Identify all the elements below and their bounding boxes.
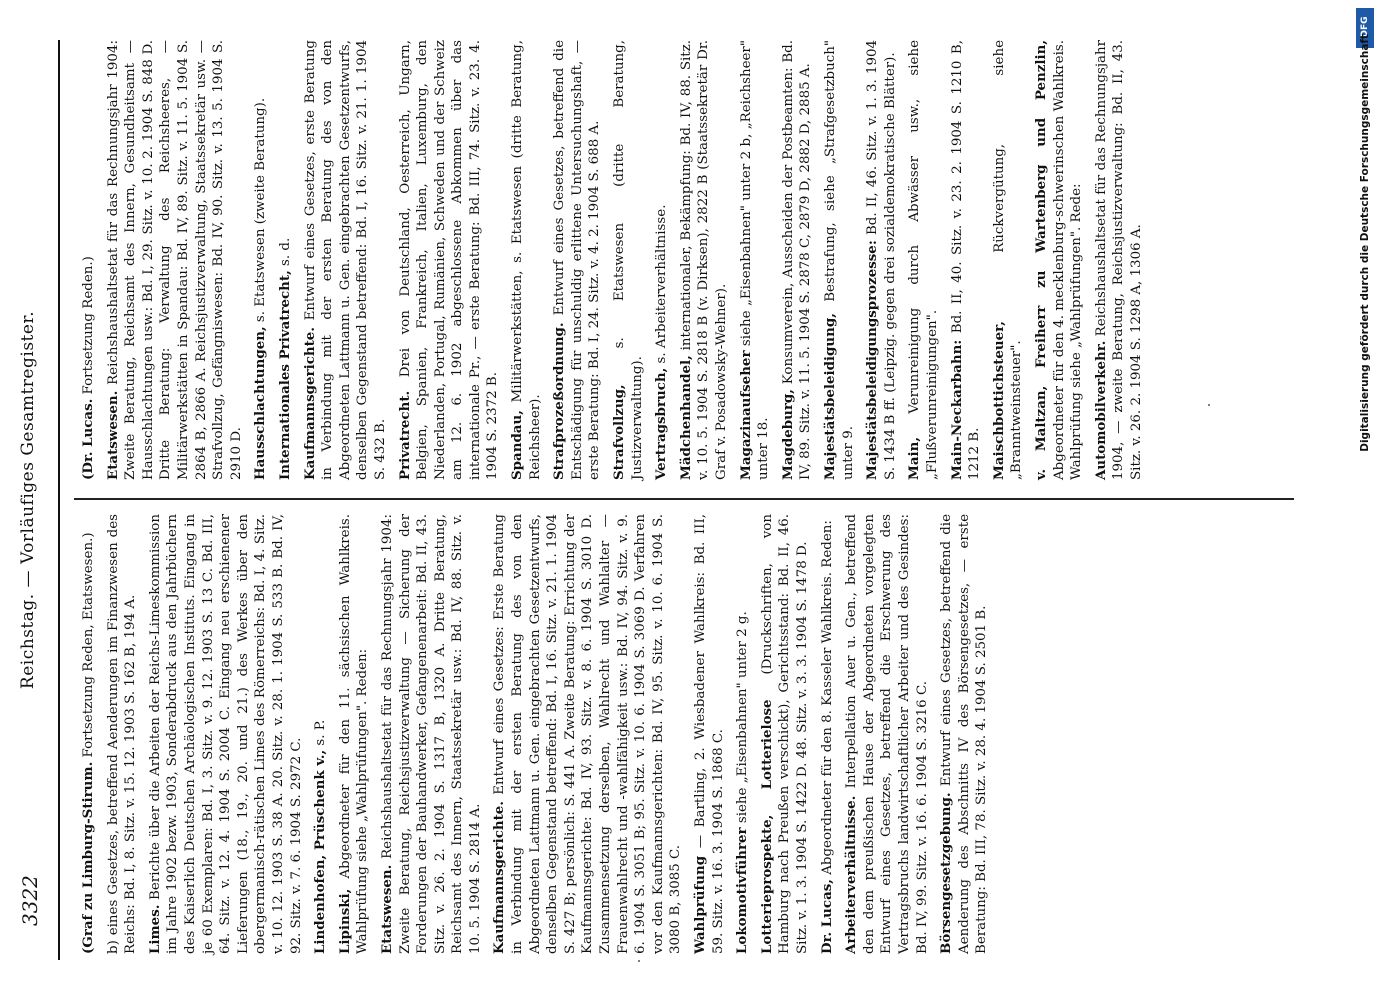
entry-heading: Lindenhofen, Prüschenk v.,	[312, 749, 329, 954]
entry-heading: Main-Neckarbahn:	[948, 339, 965, 480]
entry-heading: Lotterieprospekte, Lotterielose	[758, 699, 775, 954]
entry-heading: Magdeburg,	[779, 389, 796, 480]
entry-text: Abgeordneter für den 8. Kasseler Wahlkreis. Reden:	[819, 520, 835, 875]
entry-heading: Majestätsbeleidigungsprozesse:	[864, 240, 881, 480]
entry-text: s. P.	[313, 719, 329, 746]
entry-heading: Privatrecht.	[396, 390, 413, 480]
entry-text: s. Etatswesen (zweite Beratung).	[253, 97, 269, 323]
index-entry	[397, 40, 503, 480]
scan-speck	[1208, 404, 1210, 406]
index-entry	[551, 40, 604, 480]
index-entry	[491, 514, 685, 954]
scan-speck	[638, 960, 640, 962]
entry-heading: Spandau,	[509, 410, 526, 480]
entry-heading: Main,	[906, 437, 923, 480]
entry-heading: Hausschlachtungen,	[252, 326, 269, 480]
index-entry	[991, 40, 1026, 480]
entry-heading: Etatswesen.	[104, 390, 121, 480]
entry-heading: Lokomotivführer	[734, 827, 751, 954]
index-entry	[337, 514, 372, 954]
entry-text: b) eines Gesetzes, betreffend Aenderungen im Finanzwesen des Reichs: Bd. I, 8. Sitz. v. 15. 12. 1903 S. 162 B, 194 A.	[105, 514, 139, 954]
entry-text: s. Arbeiterverhältnisse.	[654, 204, 670, 364]
column-divider	[74, 499, 1294, 501]
index-entry	[822, 40, 857, 480]
index-entry	[509, 40, 544, 480]
index-entry	[147, 514, 305, 954]
entry-heading: Maischbottichsteuer,	[990, 321, 1007, 480]
index-entry	[906, 40, 941, 480]
entry-heading: (Graf zu Limburg-Stirum.	[80, 761, 96, 954]
entry-heading: Strafprozeßordnung.	[551, 322, 568, 480]
entry-text: internationaler, Bekämpfung: Bd. IV, 88. Sitz. v. 10. 5. 1904 S. 2818 B (v. Dirksen), 2822 B (Staatssekretär Dr. Graf v. Posadowsky-Wehner).	[678, 40, 729, 480]
entry-heading: Strafvollzug,	[611, 384, 628, 480]
dfg-badge-text: DFG	[1360, 16, 1370, 38]
index-entry	[302, 40, 390, 480]
left-column	[80, 514, 998, 954]
entry-heading: Mädchenhandel,	[677, 355, 694, 480]
entry-heading: Magazinaufseher	[737, 350, 754, 480]
entry-text: Militärwerkstätten, s. Etatswesen (dritte Beratung, Reichsheer).	[510, 40, 543, 480]
footer	[1352, 10, 1378, 990]
entry-text: s. Etatswesen (dritte Beratung, Justizverwaltung).	[612, 40, 645, 480]
entry-heading: Arbeiterverhältnisse.	[843, 795, 860, 954]
index-entry	[1033, 40, 1086, 480]
entry-text: Reichshaushaltsetat für das Rechnungsjahr 1904: Zweite Beratung, Reichsamt des Innern, Gesundheitsamt — Hausschlachtungen usw.: Bd. I, 29. Sitz. v. 10. 2. 1904 S. 848 D. Dritte Beratung: Verwaltung des Reichsheeres, — Militärwerkstätten in Spandau: Bd. IV, 89. Sitz. v. 11. 5. 1904 S. 2864 B, 2866 A. Reichsjustizverwaltung, Staatssekretär usw. — Strafvollzug, Gefängniswesen: Bd. IV, 90. Sitz. v. 13. 5. 1904 S. 2910 D.	[105, 40, 244, 480]
entry-heading: Etatswesen.	[378, 864, 395, 954]
index-entry	[738, 40, 773, 480]
entry-text: Berichte über die Arbeiten der Reichs-Limeskommission im Jahre 1902 bezw. 1903, Sonderabdruck aus den Jahrbüchern des Kaiserlich Deutschen Archäologischen Instituts. Eingang in je 60 Exemplaren: Bd. I, 3. Sitz. v. 9. 12. 1903 S. 13 C. Bd. III, 64. Sitz. v. 12. 4. 1904 S. 2004 C. Eingang neu erschienener Lieferungen (18., 19., 20. und 21.) des Werkes über den obergermanisch-rätischen Limes des Römerreichs: Bd. I, 4. Sitz. v. 10. 12. 1903 S. 38 A. 20. Sitz. v. 28. 1. 1904 S. 533 B. Bd. IV, 92. Sitz. v. 7. 6. 1904 S. 2972 C.	[147, 514, 304, 954]
entry-heading: (Dr. Lucas.	[80, 398, 96, 480]
index-entry	[105, 514, 140, 954]
entry-text: Reichshaushaltsetat für das Rechnungsjahr 1904, — zweite Beratung, Reichsjustizverwaltung: Bd. II, 43. Sitz. v. 26. 2. 1904 S. 1298 A, 1306 A.	[1093, 40, 1144, 480]
index-entry	[734, 514, 752, 954]
entry-text: s. d.	[277, 237, 293, 266]
entry-text: Drei von Deutschland, Oesterreich, Ungarn, Belgien, Spanien, Frankreich, Italien, Luxemburg, den Niederlanden, Portugal, Rumänien, Schweden und der Schweiz am 12. 6. 1902 abgeschlossene Abkommen über das internationale Pr., — erste Beratung: Bd. III, 74. Sitz. v. 23. 4. 1904 S. 2372 B.	[397, 40, 501, 480]
index-entry	[678, 40, 731, 480]
entry-heading: Lipinski,	[336, 888, 353, 954]
index-entry	[949, 40, 984, 480]
index-entry	[759, 514, 812, 954]
entry-text: Reichshaushaltsetat für das Rechnungsjahr 1904: Zweite Beratung, Reichsjustizverwaltung — Sicherung der Forderungen der Bauhandwerker, Gefangenenarbeit: Bd. II, 43. Sitz. v. 26. 2. 1904 S. 1317 B, 1320 A. Dritte Beratung, Reichsamt des Innern, Staatssekretär usw.: Bd. IV, 88. Sitz. v. 10. 5. 1904 S. 2814 A.	[379, 514, 483, 954]
entry-text: (Druckschriften, von Hamburg nach Preußen verschickt), Gerichtsstand: Bd. II, 46. Sitz. v. 1. 3. 1904 S. 1422 D. 48. Sitz. v. 3. 3. 1904 S. 1478 D.	[759, 514, 810, 954]
entry-heading: Kaufmannsgerichte.	[491, 801, 508, 954]
entry-text: Bd. II, 46. Sitz. v. 1. 3. 1904 S. 1434 B ff. (Leipzig. gegen drei sozialdemokratische Blätter).	[865, 40, 898, 480]
digitization-note: Digitalisierung gefördert durch die Deutsche Forschungsgemeinschaft	[1359, 34, 1371, 452]
entry-heading: Majestätsbeleidigung,	[821, 313, 838, 480]
entry-heading: Dr. Lucas,	[818, 879, 835, 954]
entry-text: Entwurf eines Gesetzes, erste Beratung in Verbindung mit der ersten Beratung des von den Abgeordneten Lattmann u. Gen. eingebrachten Gesetzentwurfs, denselben Gegenstand betreffend: Bd. I, 16. Sitz. v. 21. 1. 1904 S. 432 B.	[302, 40, 388, 480]
entry-text: Interpellation Auer u. Gen., betreffend den dem preußischen Hause der Abgeordneten vorgelegten Entwurf eines Gesetzes, betreffend die Erschwerung des Vertragsbruchs landwirtschaftlicher Arbeiter und des Gesindes: Bd. IV, 99. Sitz. v. 16. 6. 1904 S. 3216 C.	[844, 514, 930, 954]
entry-text: Fortsetzung Reden.)	[81, 256, 96, 395]
running-title: Reichstag. — Vorläufiges Gesamtregister.	[18, 310, 38, 690]
index-entry	[864, 40, 899, 480]
entry-text: Abgeordneter für den 11. sächsischen Wahlkreis. Wahlprüfung siehe „Wahlprüfungen". Reden:	[337, 514, 371, 954]
entry-text: Abgeordneter für den 4. mecklenburg-schwerinschen Wahlkreis. Wahlprüfung siehe „Wahlprüfungen". Rede:	[1051, 40, 1085, 480]
index-entry	[692, 514, 727, 954]
index-entry	[252, 40, 270, 480]
entry-heading: Wahlprüfung	[692, 855, 708, 954]
index-entry	[277, 40, 295, 480]
entry-heading: Internationales Privatrecht,	[276, 270, 293, 480]
index-entry	[938, 514, 991, 954]
entry-text: Entwurf eines Gesetzes, betreffend die Aenderung des Abschnitts IV des Börsengesetzes, — erste Beratung: Bd. III, 78. Sitz. v. 28. 4. 1904 S. 2501 B.	[939, 514, 990, 954]
index-entry	[312, 514, 330, 954]
entry-text: Konsumverein, Ausscheiden der Postbeamten: Bd. IV, 89. Sitz. v. 11. 5. 1904 S. 2878 C, 2879 D, 2882 D, 2885 A.	[780, 40, 814, 480]
page-header	[18, 40, 58, 960]
entry-heading: Kaufmannsgerichte.	[301, 327, 318, 480]
index-entry	[843, 514, 931, 954]
index-entry	[379, 514, 485, 954]
right-column	[80, 40, 1152, 480]
index-entry	[653, 40, 671, 480]
entry-heading: Vertragsbruch,	[653, 367, 670, 480]
entry-text: Fortsetzung Reden, Etatswesen.)	[81, 532, 96, 758]
index-entry	[80, 514, 98, 954]
entry-text: Rückvergütung, siehe „Branntweinsteuer".	[991, 40, 1025, 480]
index-entry	[80, 40, 98, 480]
entry-heading: v. Maltzan, Freiherr zu Wartenberg und Penzlin,	[1032, 40, 1049, 480]
entry-text: Verunreinigung durch Abwässer usw., siehe „Flußverunreinigungen".	[907, 39, 940, 480]
header-rule	[58, 40, 60, 960]
entry-text: Entwurf eines Gesetzes, betreffend die Entschädigung für unschuldig erlittene Untersuchungshaft, — erste Beratung: Bd. I, 24. Sitz. v. 4. 2. 1904 S. 688 A.	[552, 40, 603, 480]
index-entry	[1093, 40, 1146, 480]
entry-text: siehe „Eisenbahnen" unter 2 g.	[735, 611, 751, 824]
entry-heading: Automobilverkehr.	[1092, 340, 1109, 480]
entry-text: Bestrafung, siehe „Strafgesetzbuch" unter 9.	[822, 40, 856, 480]
entry-heading: Börsengesetzgebung.	[938, 792, 955, 954]
entry-text: siehe „Eisenbahnen" unter 2 b, „Reichsheer" unter 18.	[738, 40, 772, 480]
index-entry	[105, 40, 246, 480]
entry-text: Entwurf eines Gesetzes: Erste Beratung in Verbindung mit der ersten Beratung des von den Abgeordneten Lattmann u. Gen. eingebrachten Gesetzentwurfs, denselben Gegenstand betreffend: Bd. I, 16. Sitz. v. 21. 1. 1904 S. 427 B; persönlich: S. 441 A. Zweite Beratung: Errichtung der Kaufmannsgerichte: Bd. IV, 93. Sitz. v. 8. 6. 1904 S. 3010 D. Zusammensetzung derselben, Wahlrecht und Wahlalter — Frauenwahlrecht und -wahlfähigkeit usw.: Bd. IV, 94. Sitz. v. 9. 6. 1904 S. 3051 B; 95. Sitz. v. 10. 6. 1904 S. 3069 D. Verfahren vor den Kaufmannsgerichten: Bd. IV, 95. Sitz. v. 10. 6. 1904 S. 3080 B, 3085 C.	[492, 514, 684, 954]
index-entry	[819, 514, 837, 954]
entry-text: Bd. II, 40. Sitz. v. 23. 2. 1904 S. 1210 B, 1212 B.	[949, 40, 983, 480]
entry-text: — Bartling, 2. Wiesbadener Wahlkreis: Bd. III, 59. Sitz. v. 16. 3. 1904 S. 1868 C.	[693, 513, 726, 954]
page-number: 3322	[18, 875, 42, 926]
index-entry	[780, 40, 815, 480]
entry-heading: Limes.	[146, 904, 163, 954]
index-entry	[611, 40, 646, 480]
